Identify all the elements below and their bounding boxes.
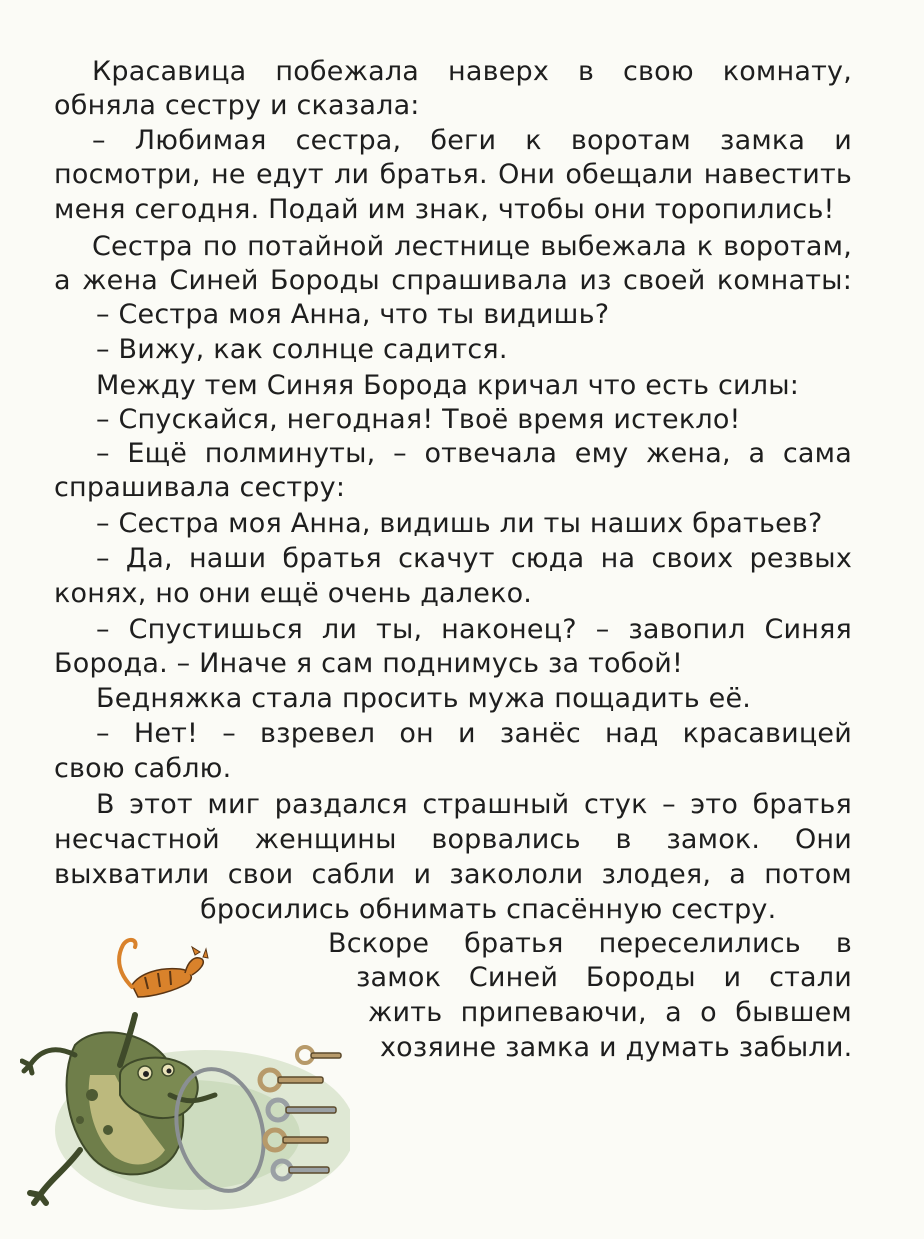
text-line: Борода. – Иначе я сам поднимусь за тобой! — [54, 648, 684, 679]
text-line: – Нет! – взревел он и занёс над красавицей — [96, 718, 852, 749]
text-line: хозяине замка и думать забыли. — [380, 1032, 853, 1063]
text-line: обняла сестру и сказала: — [54, 90, 420, 121]
text-line: Между тем Синяя Борода кричал что есть силы: — [96, 370, 800, 401]
text-line: жить припеваючи, а о бывшем — [368, 997, 852, 1028]
text-line: Вскоре братья переселились в — [328, 928, 852, 959]
text-line: – Ещё полминуты, – отвечала ему жена, а сама — [96, 438, 852, 469]
text-line: – Сестра моя Анна, видишь ли ты наших братьев? — [96, 508, 823, 539]
text-line: выхватили свои сабли и закололи злодея, а потом — [54, 859, 852, 890]
text-line: свою саблю. — [54, 753, 232, 784]
text-line: меня сегодня. Подай им знак, чтобы они торопились! — [54, 194, 835, 225]
text-line: замок Синей Бороды и стали — [356, 962, 852, 993]
text-line: – Сестра моя Анна, что ты видишь? — [96, 299, 610, 330]
text-line: – Любимая сестра, беги к воротам замка и — [92, 125, 852, 156]
text-line: конях, но они ещё очень далеко. — [54, 578, 533, 609]
text-line: спрашивала сестру: — [54, 472, 346, 503]
text-line: бросились обнимать спасённую сестру. — [200, 894, 777, 925]
text-line: Бедняжка стала просить мужа пощадить её. — [96, 683, 752, 714]
text-line: – Да, наши братья скачут сюда на своих резвых — [96, 543, 852, 574]
text-line: несчастной женщины ворвались в замок. Они — [54, 824, 852, 855]
text-line: – Спускайся, негодная! Твоё время истекло! — [96, 404, 741, 435]
text-line: Сестра по потайной лестнице выбежала к воротам, — [92, 231, 852, 262]
text-line: – Спустишься ли ты, наконец? – завопил Синяя — [96, 614, 852, 645]
text-line: В этот миг раздался страшный стук – это братья — [96, 789, 852, 820]
text-line: посмотри, не едут ли братья. Они обещали навестить — [54, 159, 852, 190]
cat-icon — [119, 940, 208, 997]
text-line: а жена Синей Бороды спрашивала из своей комнаты: — [54, 265, 852, 296]
frog-cat-keys-illustration — [20, 925, 350, 1215]
text-line: – Вижу, как солнце садится. — [96, 334, 508, 365]
text-line: Красавица побежала наверх в свою комнату, — [92, 56, 852, 87]
